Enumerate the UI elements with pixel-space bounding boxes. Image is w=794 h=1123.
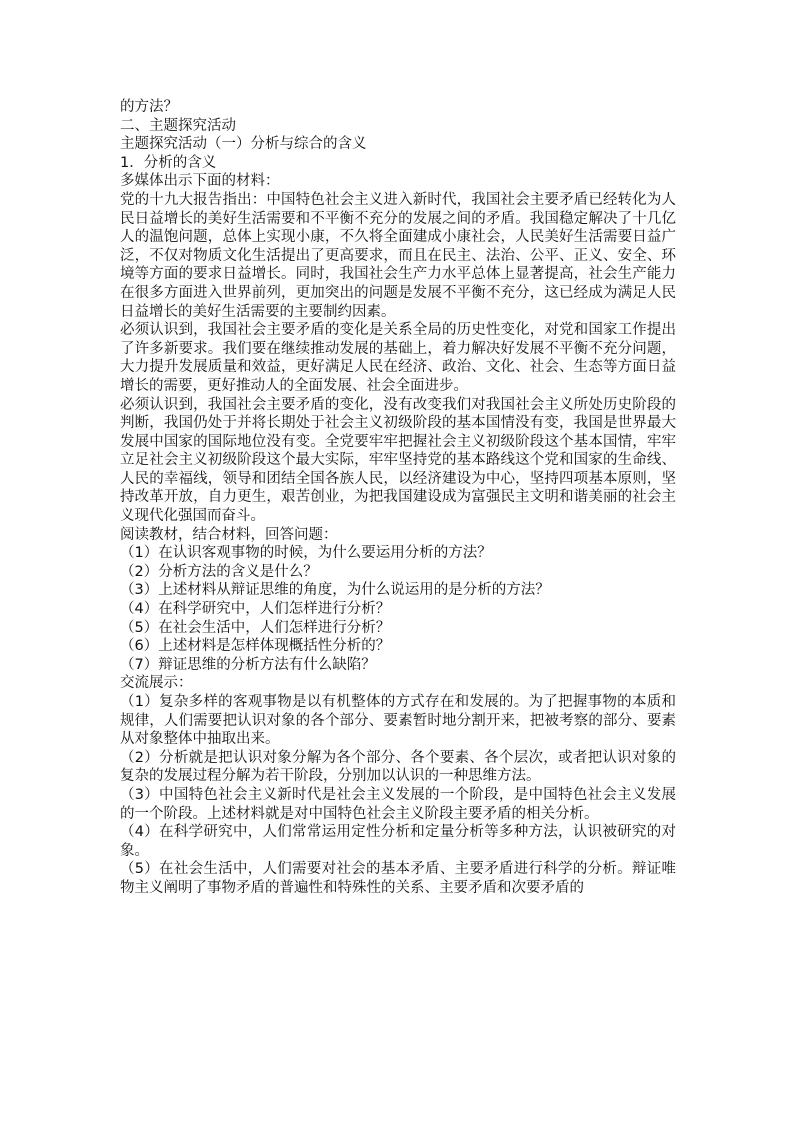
- material-paragraph: 党的十九大报告指出：中国特色社会主义进入新时代，我国社会主要矛盾已经转化为人民日益增长的美好生活需要和不平衡不充分的发展之间的矛盾。我国稳定解决了十几亿人的温饱问题，总体上实现小康，不久将全面建成小康社会，人民美好生活需要日益广泛，不仅对物质文化生活提出了更高要求，而且在民主、法治、公平、正义、安全、环境等方面的要求日益增长。同时，我国社会生产力水平总体上显著提高，社会生产能力在很多方面进入世界前列，更加突出的问题是发展不平衡不充分，这已经成为满足人民日益增长的美好生活需要的主要制约因素。: [120, 191, 676, 320]
- question-item: （1）在认识客观事物的时候，为什么要运用分析的方法？: [120, 545, 492, 562]
- document-body: [120, 98, 676, 898]
- answers-heading: 交流展示：: [120, 675, 193, 692]
- answer-item: （3）中国特色社会主义新时代是社会主义发展的一个阶段，是中国特色社会主义发展的一个阶段。上述材料就是对中国特色社会主义阶段主要矛盾的相关分析。: [120, 786, 676, 822]
- material-paragraph: 必须认识到，我国社会主要矛盾的变化是关系全局的历史性变化，对党和国家工作提出了许多新要求。我们要在继续推动发展的基础上，着力解决好发展不平衡不充分问题，大力提升发展质量和效益，更好满足人民在经济、政治、文化、社会、生态等方面日益增长的需要，更好推动人的全面发展、社会全面进步。: [120, 322, 676, 394]
- question-item: （2）分析方法的含义是什么？: [120, 563, 318, 580]
- answer-item: （1）复杂多样的客观事物是以有机整体的方式存在和发展的。为了把握事物的本质和规律，人们需要把认识对象的各个部分、要素暂时地分割开来，把被考察的部分、要素从对象整体中抽取出来。: [120, 694, 676, 748]
- subsection-heading: 1．分析的含义: [120, 154, 217, 171]
- section-heading: 二、主题探究活动: [120, 117, 236, 134]
- answer-item: （5）在社会生活中，人们需要对社会的基本矛盾、主要矛盾进行科学的分析。辩证唯物主义阐明了事物矛盾的普遍性和特殊性的关系、主要矛盾和次要矛盾的: [120, 861, 676, 896]
- question-item: （5）在社会生活中，人们怎样进行分析？: [120, 619, 391, 636]
- activity-heading: 主题探究活动（一）分析与综合的含义: [120, 136, 367, 153]
- material-intro: 多媒体出示下面的材料：: [120, 173, 280, 190]
- question-item: （6）上述材料是怎样体现概括性分析的？: [120, 638, 391, 655]
- material-paragraph: 必须认识到，我国社会主要矛盾的变化，没有改变我们对我国社会主义所处历史阶段的判断，我国仍处于并将长期处于社会主义初级阶段的基本国情没有变，我国是世界最大发展中国家的国际地位没有变。全党要牢牢把握社会主义初级阶段这个基本国情，牢牢立足社会主义初级阶段这个最大实际，牢牢坚持党的基本路线这个党和国家的生命线、人民的幸福线，领导和团结全国各族人民，以经济建设为中心，坚持四项基本原则，坚持改革开放，自力更生，艰苦创业，为把我国建设成为富强民主文明和谐美丽的社会主义现代化强国而奋斗。: [120, 396, 676, 525]
- question-item: （3）上述材料从辩证思维的角度，为什么说运用的是分析的方法？: [120, 582, 550, 599]
- text-continuation: 的方法？: [120, 99, 178, 115]
- question-item: （4）在科学研究中，人们怎样进行分析？: [120, 601, 391, 618]
- answer-item: （2）分析就是把认识对象分解为各个部分、各个要素、各个层次，或者把认识对象的复杂的发展过程分解为若干阶段，分别加以认识的一种思维方法。: [120, 749, 676, 785]
- task-instruction: 阅读教材，结合材料，回答问题：: [120, 526, 338, 543]
- answer-item: （4）在科学研究中，人们常常运用定性分析和定量分析等多种方法，认识被研究的对象。: [120, 824, 676, 859]
- question-item: （7）辩证思维的分析方法有什么缺陷？: [120, 656, 376, 673]
